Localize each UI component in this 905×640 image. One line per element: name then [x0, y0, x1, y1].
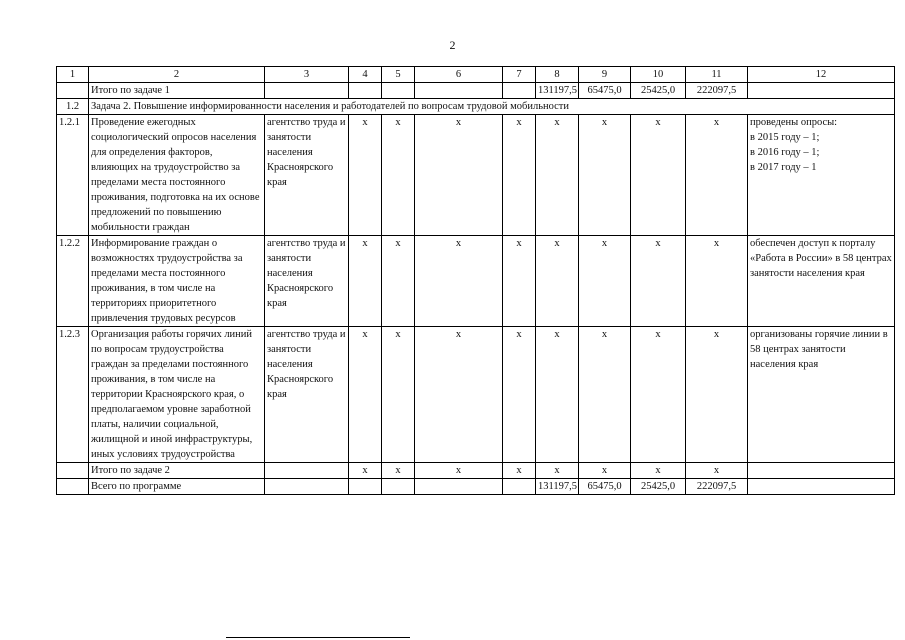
- total-task1-v9: 65475,0: [579, 83, 631, 99]
- total-task2-label: Итого по задаче 2: [89, 463, 265, 479]
- table-row: [57, 236, 895, 327]
- row-num: 1.2.1: [57, 115, 89, 236]
- total-task2-c7: х: [503, 463, 536, 479]
- row-c6: х: [415, 236, 503, 327]
- row-c4: х: [349, 236, 382, 327]
- row-c11: х: [686, 115, 748, 236]
- table-row: [57, 115, 895, 236]
- task2-header-row: [57, 99, 895, 115]
- row-c7: х: [503, 236, 536, 327]
- total-task2-c5: х: [382, 463, 415, 479]
- col-header: 8: [536, 67, 579, 83]
- row-name: Информирование граждан о возможностях трудоустройства за пределами места постоянного проживания, в том числе на территориях приоритетного привлечения трудовых ресурсов: [89, 236, 265, 327]
- row-c4: х: [349, 115, 382, 236]
- row-executor: агентство труда и занятости населения Красноярского края: [265, 236, 349, 327]
- row-result: проведены опросы: в 2015 году – 1; в 2016 году – 1; в 2017 году – 1: [748, 115, 895, 236]
- row-c6: х: [415, 115, 503, 236]
- row-c7: х: [503, 327, 536, 463]
- col-header: 5: [382, 67, 415, 83]
- total-task2-c11: х: [686, 463, 748, 479]
- row-num: 1.2.3: [57, 327, 89, 463]
- total-task2-c10: х: [631, 463, 686, 479]
- row-c10: х: [631, 236, 686, 327]
- row-c9: х: [579, 115, 631, 236]
- col-header: 12: [748, 67, 895, 83]
- row-result: организованы горячие линии в 58 центрах занятости населения края: [748, 327, 895, 463]
- col-header: 6: [415, 67, 503, 83]
- total-task1-label: Итого по задаче 1: [89, 83, 265, 99]
- total-program-v8: 131197,5: [536, 479, 579, 495]
- task2-title: Задача 2. Повышение информированности населения и работодателей по вопросам трудовой мобильности: [89, 99, 895, 115]
- page-number: 2: [449, 38, 456, 52]
- row-c9: х: [579, 236, 631, 327]
- table-row: [57, 327, 895, 463]
- col-header: 7: [503, 67, 536, 83]
- row-c8: х: [536, 115, 579, 236]
- total-program-v9: 65475,0: [579, 479, 631, 495]
- total-program-label: Всего по программе: [89, 479, 265, 495]
- row-c7: х: [503, 115, 536, 236]
- col-header: 4: [349, 67, 382, 83]
- total-program-v10: 25425,0: [631, 479, 686, 495]
- row-c8: х: [536, 236, 579, 327]
- total-task1-row: [57, 83, 895, 99]
- row-c4: х: [349, 327, 382, 463]
- row-c6: х: [415, 327, 503, 463]
- row-result: обеспечен доступ к порталу «Работа в России» в 58 центрах занятости населения края: [748, 236, 895, 327]
- row-c10: х: [631, 327, 686, 463]
- column-numbers-row: [57, 67, 895, 83]
- row-executor: агентство труда и занятости населения Красноярского края: [265, 327, 349, 463]
- task2-num: 1.2: [57, 99, 89, 115]
- row-c10: х: [631, 115, 686, 236]
- row-c11: х: [686, 236, 748, 327]
- row-c11: х: [686, 327, 748, 463]
- program-table: [56, 66, 895, 495]
- total-task1-v11: 222097,5: [686, 83, 748, 99]
- total-task2-c9: х: [579, 463, 631, 479]
- row-executor: агентство труда и занятости населения Красноярского края: [265, 115, 349, 236]
- total-task2-c8: х: [536, 463, 579, 479]
- row-name: Проведение ежегодных социологический опросов населения для определения факторов, влияющих на трудоустройство за пределами места постоянного проживания, подготовка на их основе предложений по повышению мобильности граждан: [89, 115, 265, 236]
- row-num: 1.2.2: [57, 236, 89, 327]
- total-task2-c4: х: [349, 463, 382, 479]
- footer-rule: [226, 637, 410, 638]
- row-c9: х: [579, 327, 631, 463]
- row-name: Организация работы горячих линий по вопросам трудоустройства граждан за пределами постоянного проживания, в том числе на территории Красноярского края, о предполагаемом уровне заработной платы, наличии социальной, жилищной и иной инфраструктуры, иных условиях трудоустройства: [89, 327, 265, 463]
- col-header: 1: [57, 67, 89, 83]
- total-task2-c6: х: [415, 463, 503, 479]
- col-header: 2: [89, 67, 265, 83]
- row-c5: х: [382, 327, 415, 463]
- col-header: 11: [686, 67, 748, 83]
- total-task1-v8: 131197,5: [536, 83, 579, 99]
- col-header: 3: [265, 67, 349, 83]
- row-c5: х: [382, 115, 415, 236]
- col-header: 9: [579, 67, 631, 83]
- col-header: 10: [631, 67, 686, 83]
- row-c5: х: [382, 236, 415, 327]
- row-c8: х: [536, 327, 579, 463]
- total-task1-v10: 25425,0: [631, 83, 686, 99]
- total-program-row: [57, 479, 895, 495]
- total-task2-row: [57, 463, 895, 479]
- total-program-v11: 222097,5: [686, 479, 748, 495]
